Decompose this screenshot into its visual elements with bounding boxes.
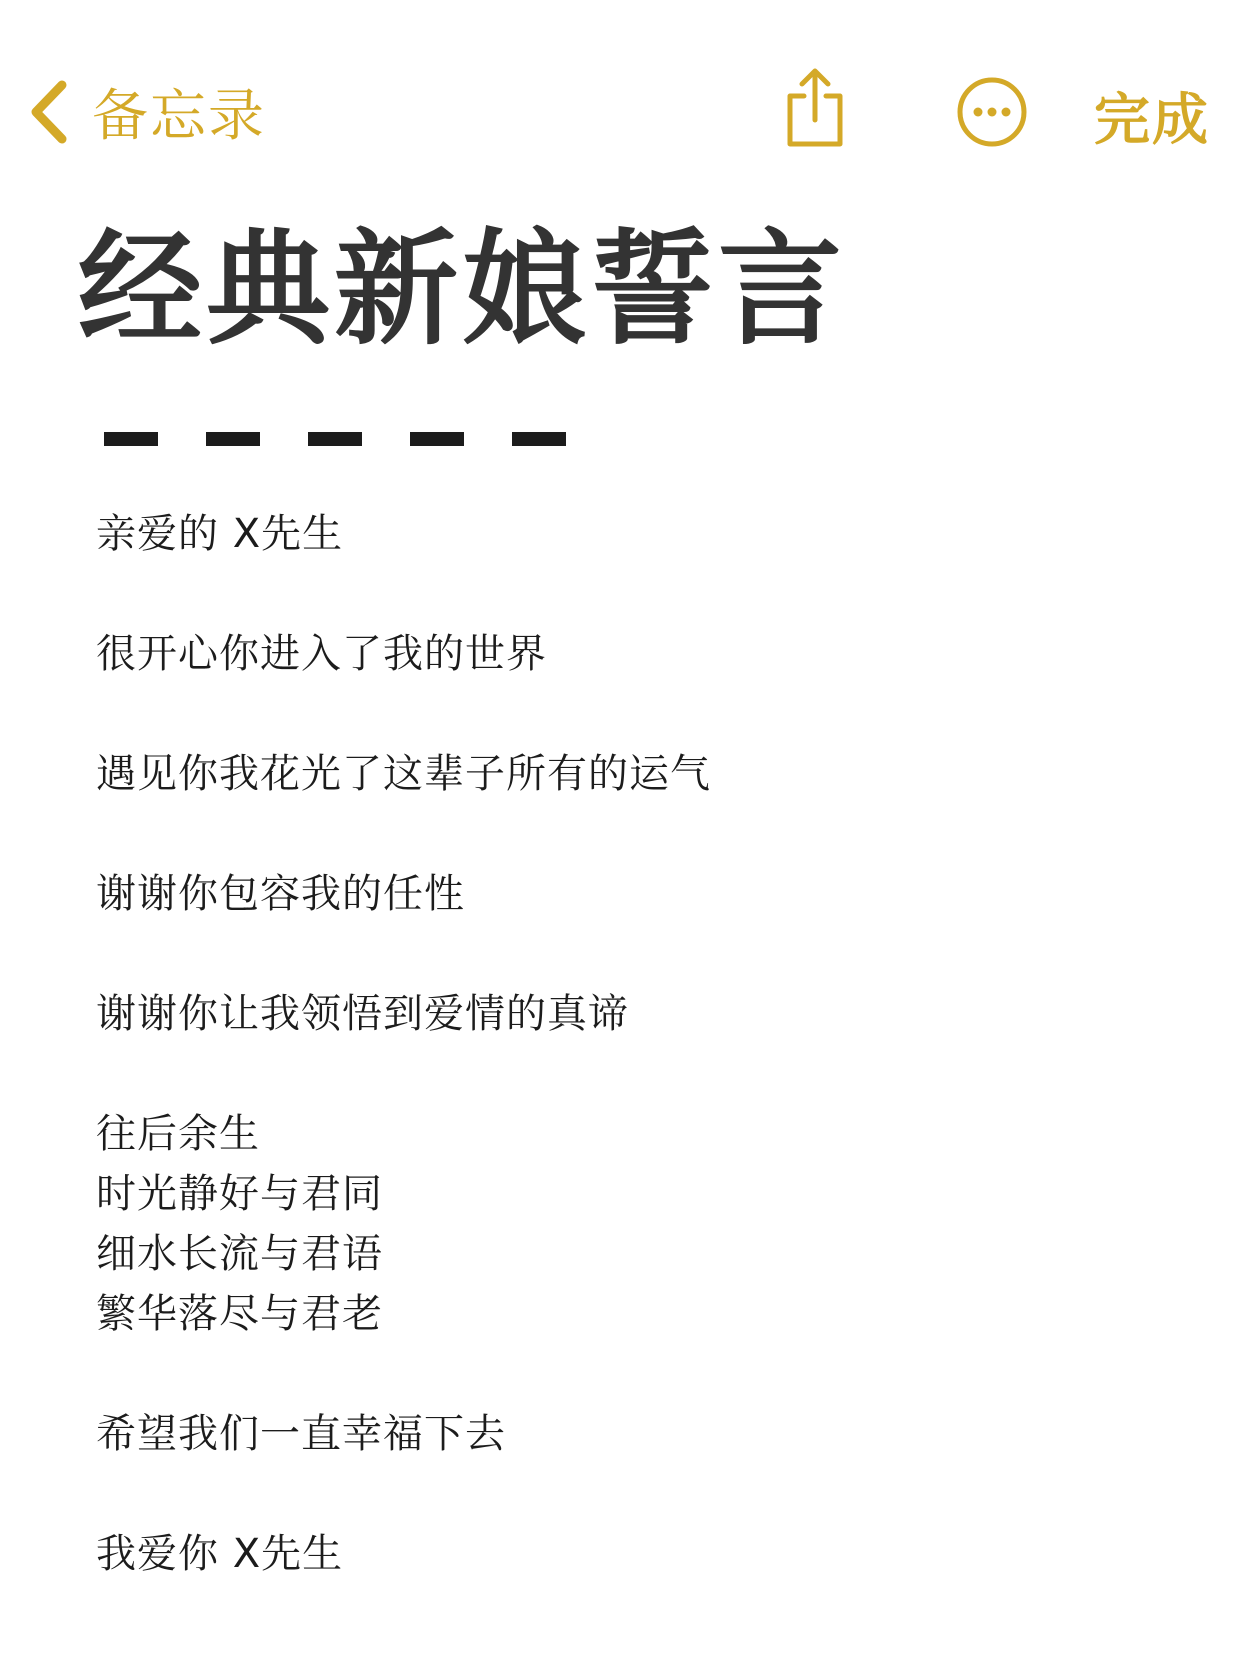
note-line: 遇见你我花光了这辈子所有的运气 [96,751,711,797]
note-title: 经典新娘誓言 [78,218,847,362]
note-line: 希望我们一直幸福下去 [96,1411,506,1457]
chevron-left-icon [26,79,70,145]
note-line: 时光静好与君同 [96,1171,383,1217]
more-circle-icon[interactable] [956,76,1028,148]
note-line: 细水长流与君语 [96,1231,383,1277]
note-line: 谢谢你让我领悟到爱情的真谛 [96,991,629,1037]
back-button[interactable] [26,72,266,152]
done-button[interactable]: 完成 [1094,88,1210,153]
note-paragraph [96,504,1176,564]
note-paragraph [96,1404,1176,1464]
navigation-bar [0,0,1242,190]
note-line: 我爱你 X先生 [96,1531,344,1577]
note-line: 很开心你进入了我的世界 [96,631,547,677]
note-body[interactable] [96,504,1176,1644]
note-paragraph [96,624,1176,684]
note-line: 往后余生 [96,1111,260,1157]
note-line: 谢谢你包容我的任性 [96,871,465,917]
note-paragraph [96,984,1176,1044]
note-line: 繁华落尽与君老 [96,1291,383,1337]
back-label: 备忘录 [92,84,266,149]
note-paragraph [96,744,1176,804]
dash-divider [104,432,584,446]
note-paragraph [96,1524,1176,1584]
share-icon[interactable] [782,66,848,150]
note-paragraph [96,1104,1176,1344]
note-line: 亲爱的 X先生 [96,511,344,557]
note-paragraph [96,864,1176,924]
